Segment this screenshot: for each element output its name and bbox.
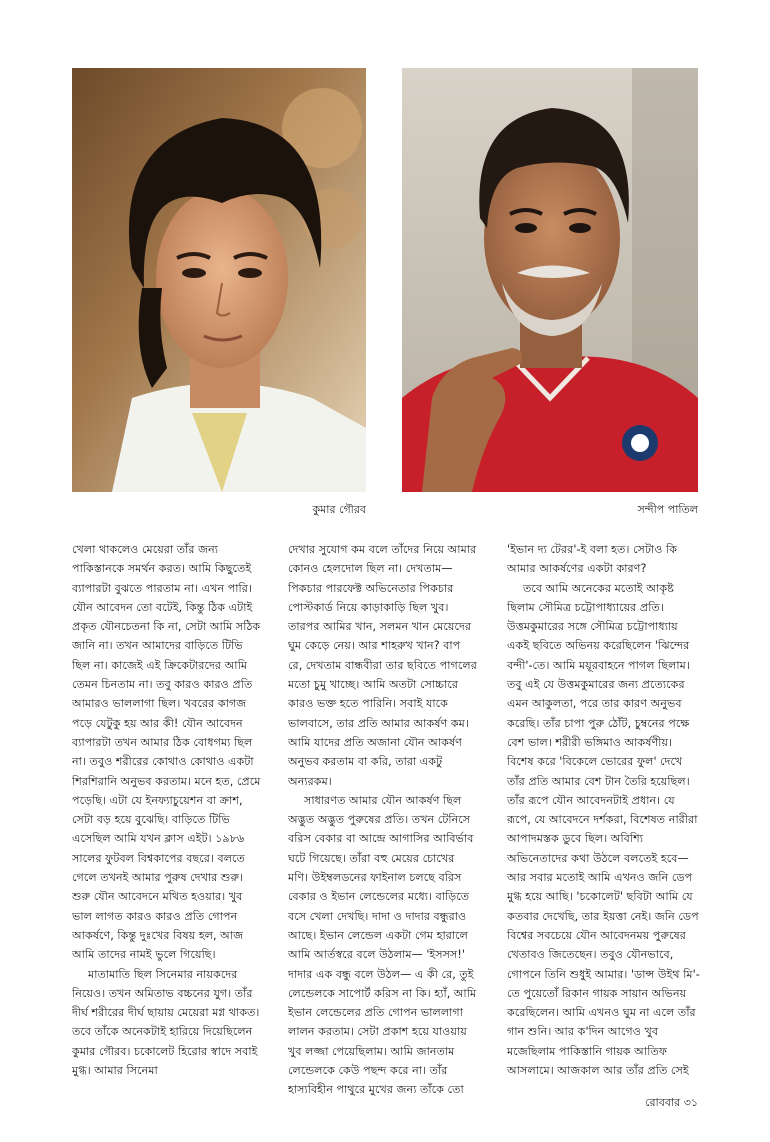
portrait-illustration bbox=[72, 68, 366, 492]
text-column-3 bbox=[507, 540, 700, 1078]
photo-caption-left: কুমার গৌরব bbox=[312, 503, 366, 516]
paragraph: খেলা থাকলেও মেয়েরা তাঁর জন্য পাকিস্তানকে সমর্থন করত। আমি কিছুতেই ব্যাপারটা বুঝতে পারতাম না। এখন পারি। যৌন আবেদন তো বটেই, কিন্তু ঠিক এটাই প্রকৃত যৌনচেতনা কি না, সেটা আমি সঠিক জানি না। তখন আমাদের বাড়িতে টিভি ছিল না। কাজেই এই ক্রিকেটারদের আমি তেমন চিনতাম না। তবু কারও কারও প্রতি আমারও ভাললাগা ছিল। খবরের কাগজ পড়ে যেটুকু হয় আর কী! যৌন আবেদন ব্যাপারটা তখন আমার ঠিক বোধগম্য ছিল না। তবুও শরীরের কোথাও কোথাও একটা শিরশিরানি অনুভব করতাম। মনে হত, প্রেমে পড়েছি। এটা যে ইনফ্যাচুয়েশন বা ক্রাশ, সেটা বড় হয়ে বুঝেছি। বাড়িতে টিভি এসেছিল আমি যখন ক্লাস এইট। ১৯৮৬ সালের ফুটবল বিশ্বকাপের বছরে। বলতে গেলে তখনই আমার পুরুষ দেখার শুরু। শুরু যৌন আবেদনে মথিত হওয়ার। খুব ভাল লাগত কারও কারও প্রতি গোপন আকর্ষণে, কিন্তু দুঃখের বিষয় হল, আজ আমি তাদের নামই ভুলে গিয়েছি। bbox=[72, 543, 261, 962]
paragraph: তবে আমি অনেকের মতোই আকৃষ্ট ছিলাম সৌমিত্র চট্টোপাধ্যায়ের প্রতি। উত্তমকুমারের সঙ্গে সৌমিত্র চট্টোপাধ্যায় একই ছবিতে অভিনয় করেছিলেন 'ঝিন্দের বন্দী'-তে। আমি ময়ূরবাহনে পাগল ছিলাম। তবু এই যে উত্তমকুমারের জন্য প্রত্যেকের এমন আকুলতা, পরে তার কারণ অনুভব করেছি। তাঁর চাপা পুরু ঠোঁট, চুম্বনের পক্ষে বেশ ভাল। শরীরী ভঙ্গিমাও আকর্ষণীয়। বিশেষ করে 'বিকেলে ভোরের ফুল' দেখে তাঁর প্রতি আমার বেশ টান তৈরি হয়েছিল। তাঁর রূপে যৌন আবেদনটাই প্রধান। যে রূপে, যে আবেদনে দর্শকরা, বিশেষত নারীরা আপাদমস্তক ডুবে ছিল। অবিশ্যি অভিনেতাদের কথা উঠলে বলতেই হবে— আর সবার মতোই আমি এখনও জনি ডেপ মুগ্ধ হয়ে আছি। 'চকোলেট' ছবিটা আমি যে কতবার দেখেছি, তার ইয়ত্তা নেই। জনি ডেপ বিশ্বের সবচেয়ে যৌন আবেদনময় পুরুষের খেতাবও জিতেছেন। তবুও যৌনভাবে, গোপনে তিনি শুধুই আমার। 'ডান্স উইথ মি'-তে পুয়েতোঁ রিকান গায়ক সায়ান অভিনয় করেছিলেন। আমি এখনও ঘুম না এলে তাঁর গান শুনি। আর ক'দিন আগেও খুব মজেছিলাম পাকিস্তানি গায়ক আতিফ আসলামে। আজকাল আর তাঁর প্রতি সেই bbox=[507, 581, 700, 1078]
page-footer: রোববার ৩১ bbox=[645, 1096, 698, 1109]
photo-caption-right: সন্দীপ পাতিল bbox=[637, 503, 698, 516]
portrait-illustration bbox=[402, 68, 698, 492]
paragraph: সাধারণত আমার যৌন আকর্ষণ ছিল অদ্ভুত অদ্ভুত পুরুষের প্রতি। তখন টেনিসে বরিস বেকার বা আন্দ্রে আগাসির আবির্ভাব ঘটে গিয়েছে। তাঁরা বহু মেয়ের চোখের মণি। উইম্বলডনের ফাইনাল চলছে বরিস বেকার ও ইভান লেন্ডেলের মধ্যে। বাড়িতে বসে খেলা দেখছি। দাদা ও দাদার বন্ধুরাও আছে। ইভান লেন্ডেল একটা গেম হারালে আমি আর্তস্বরে বলে উঠলাম— 'ইসসস!' দাদার এক বন্ধু বলে উঠল— এ কী রে, তুই লেন্ডেলকে সাপোর্ট করিস না কি। হ্যাঁ, আমি ইভান লেন্ডেলের প্রতি গোপন ভাললাগা লালন করতাম। সেটা প্রকাশ হয়ে যাওয়ায় খুব লজ্জা পেয়েছিলাম। আমি জানতাম লেন্ডেলকে কেউ পছন্দ করে না। তাঁর হাস্যবিহীন পাথুরে মুখের জন্য তাঁকে তো bbox=[288, 793, 477, 1097]
photo-sandeep-patil bbox=[402, 68, 698, 492]
photo-kumar-gaurav bbox=[72, 68, 366, 492]
text-column-2 bbox=[288, 540, 478, 1097]
paragraph: মাতামাতি ছিল সিনেমার নায়কদের নিয়েও। তখন অমিতাভ বচ্চনের যুগ। তাঁর দীর্ঘ শরীরের দীর্ঘ ছায়ায় মেয়েরা মগ্ন থাকত। তবে তাঁকে অনেকটাই হারিয়ে দিয়েছিলেন কুমার গৌরব। চকোলেট হিরোর স্বাদে সবাই মুগ্ধ। আমার সিনেমা bbox=[72, 967, 260, 1078]
paragraph: 'ইভান দ্য টেরর'-ই বলা হত। সেটাও কি আমার আকর্ষণের একটা কারণ? bbox=[507, 543, 678, 576]
text-column-1 bbox=[72, 540, 262, 1078]
paragraph: দেখার সুযোগ কম বলে তাঁদের নিয়ে আমার কোনও হেলদোল ছিল না। দেখতাম— পিকচার পারফেক্ট অভিনেতার পিকচার পোস্টকার্ড নিয়ে কাড়াকাড়ি ছিল খুব। তারপর আমির খান, সলমন খান মেয়েদের ঘুম কেড়ে নেয়। আর শাহরুখ খান? বাপ রে, দেখতাম বান্ধবীরা তার ছবিতে পাগলের মতো চুমু খাচ্ছে। আমি অতটা সোচ্চারে কারও ভক্ত হতে পারিনি। সবাই যাকে ভালবাসে, তার প্রতি আমার আকর্ষণ কম। আমি যাদের প্রতি অজানা যৌন আকর্ষণ অনুভব করতাম বা করি, তারা একটু অন্যরকম। bbox=[288, 543, 477, 788]
